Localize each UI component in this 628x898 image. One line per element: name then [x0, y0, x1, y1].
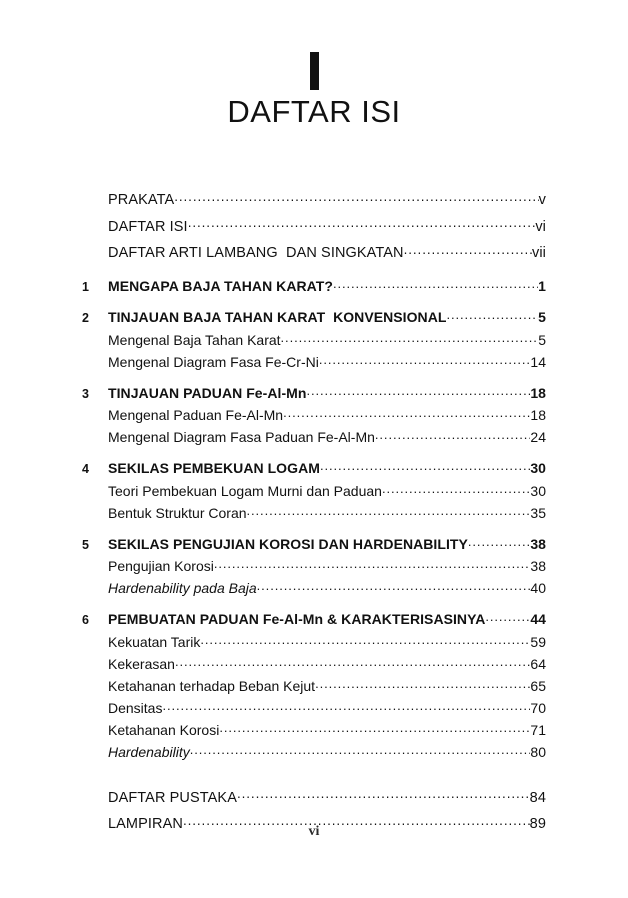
toc-entry-section[interactable]: [82, 404, 546, 422]
section-title: Densitas: [108, 699, 163, 716]
page-number: 18: [530, 384, 546, 401]
page-number: 38: [530, 558, 546, 574]
dot-leader: [175, 653, 530, 669]
page-number: 70: [530, 699, 546, 716]
page-number: 38: [530, 535, 546, 552]
section-title: Hardenability: [108, 743, 190, 760]
dot-leader: [174, 188, 538, 204]
dot-leader: [315, 675, 530, 691]
chapter-title: PEMBUATAN PADUAN Fe-Al-Mn & KARAKTERISASINYA: [108, 611, 486, 627]
dot-leader: [468, 533, 530, 549]
page-number: 40: [530, 580, 546, 596]
toc-entry-chapter[interactable]: [82, 306, 546, 325]
page-number: 65: [530, 677, 546, 694]
toc-entry-section[interactable]: [82, 555, 546, 573]
page-number: 14: [530, 353, 546, 370]
page-number: 89: [529, 816, 546, 832]
dot-leader: [404, 241, 532, 257]
dot-leader: [237, 786, 530, 802]
dot-leader: [320, 457, 530, 473]
table-of-contents: [82, 188, 546, 839]
section-title: Hardenability pada Baja: [108, 580, 257, 596]
toc-entry-front-matter[interactable]: [82, 241, 546, 261]
toc-entry-back-matter[interactable]: [82, 786, 546, 806]
entry-label: DAFTAR PUSTAKA: [108, 789, 237, 806]
dot-leader: [446, 306, 538, 322]
chapter-number: 1: [82, 279, 89, 294]
chapter-number: 2: [82, 311, 89, 325]
dot-leader: [200, 631, 530, 647]
section-title: Kekuatan Tarik: [108, 633, 201, 650]
page-number: 30: [530, 460, 546, 476]
toc-entry-section[interactable]: [82, 426, 546, 444]
toc-entry-chapter[interactable]: [82, 457, 546, 476]
dot-leader: [188, 215, 536, 231]
entry-label: LAMPIRAN: [108, 816, 183, 832]
toc-entry-front-matter[interactable]: [82, 215, 546, 235]
entry-label: DAFTAR ISI: [108, 218, 188, 235]
toc-entry-section[interactable]: [82, 653, 546, 671]
toc-entry-section[interactable]: [82, 719, 546, 737]
page-title: DAFTAR ISI: [227, 94, 401, 129]
toc-entry-section[interactable]: [82, 502, 546, 520]
entry-label: DAFTAR ARTI LAMBANG DAN SINGKATAN: [108, 245, 404, 261]
page-heading: [0, 52, 628, 129]
page-number: 30: [530, 482, 546, 499]
toc-entry-chapter[interactable]: [82, 608, 546, 627]
chapter-title: MENGAPA BAJA TAHAN KARAT?: [108, 277, 333, 294]
chapter-title: TINJAUAN BAJA TAHAN KARAT KONVENSIONAL: [108, 309, 447, 325]
page-number: 71: [530, 721, 546, 738]
page-number: 64: [530, 655, 546, 672]
section-title: Kekerasan: [108, 655, 175, 672]
chapter-number: 4: [82, 462, 89, 476]
dot-leader: [162, 697, 530, 713]
title-rule-bar: [310, 52, 319, 90]
dot-leader: [247, 502, 531, 518]
section-title: Mengenal Diagram Fasa Paduan Fe-Al-Mn: [108, 429, 375, 445]
page-number: 5: [538, 309, 546, 325]
dot-leader: [214, 555, 531, 571]
page-number: 1: [538, 277, 546, 294]
dot-leader: [333, 275, 538, 291]
chapter-number: 3: [82, 386, 89, 401]
chapter-number: 5: [82, 537, 89, 552]
chapter-title: SEKILAS PENGUJIAN KOROSI DAN HARDENABILITY: [108, 535, 468, 552]
page-folio: vi: [308, 824, 320, 839]
section-title: Mengenal Diagram Fasa Fe-Cr-Ni: [108, 353, 319, 370]
page-number: 44: [530, 611, 546, 627]
toc-entry-chapter[interactable]: [82, 382, 546, 401]
dot-leader: [257, 577, 531, 593]
section-title: Teori Pembekuan Logam Murni dan Paduan: [108, 482, 382, 499]
page-number: v: [538, 192, 546, 208]
toc-entry-front-matter[interactable]: [82, 188, 546, 208]
page-number: 84: [529, 789, 546, 806]
dot-leader: [319, 351, 531, 367]
toc-entry-section[interactable]: [82, 351, 546, 369]
entry-label: PRAKATA: [108, 192, 175, 208]
page-number: 18: [530, 407, 546, 423]
toc-entry-chapter[interactable]: [82, 533, 546, 552]
chapter-title: TINJAUAN PADUAN Fe-Al-Mn: [108, 384, 307, 401]
page-number: vi: [535, 218, 546, 235]
dot-leader: [382, 480, 530, 496]
dot-leader: [219, 719, 530, 735]
dot-leader: [283, 404, 530, 420]
dot-leader: [485, 608, 530, 624]
toc-entry-section[interactable]: [82, 577, 546, 595]
section-title: Ketahanan Korosi: [108, 721, 220, 738]
page-number: 80: [530, 743, 546, 760]
toc-entry-chapter[interactable]: [82, 275, 546, 294]
dot-leader: [307, 382, 531, 398]
section-title: Bentuk Struktur Coran: [108, 504, 247, 521]
toc-entry-section[interactable]: [82, 480, 546, 498]
toc-entry-section[interactable]: [82, 697, 546, 715]
page-number: 5: [538, 331, 546, 348]
dot-leader: [281, 329, 539, 345]
page-number: 59: [530, 633, 546, 650]
chapter-title: SEKILAS PEMBEKUAN LOGAM: [108, 460, 320, 476]
dot-leader: [190, 741, 531, 757]
chapter-number: 6: [82, 613, 89, 627]
section-title: Mengenal Baja Tahan Karat: [108, 331, 281, 348]
section-title: Ketahanan terhadap Beban Kejut: [108, 677, 316, 694]
toc-entry-section[interactable]: [82, 329, 546, 347]
toc-entry-section[interactable]: [82, 631, 546, 649]
section-title: Pengujian Korosi: [108, 558, 214, 574]
page-number: 24: [530, 429, 546, 445]
page-number: vii: [532, 245, 546, 261]
dot-leader: [375, 426, 531, 442]
toc-entry-section[interactable]: [82, 675, 546, 693]
toc-entry-section[interactable]: [82, 741, 546, 759]
section-title: Mengenal Paduan Fe-Al-Mn: [108, 407, 284, 423]
page-number: 35: [530, 504, 546, 521]
